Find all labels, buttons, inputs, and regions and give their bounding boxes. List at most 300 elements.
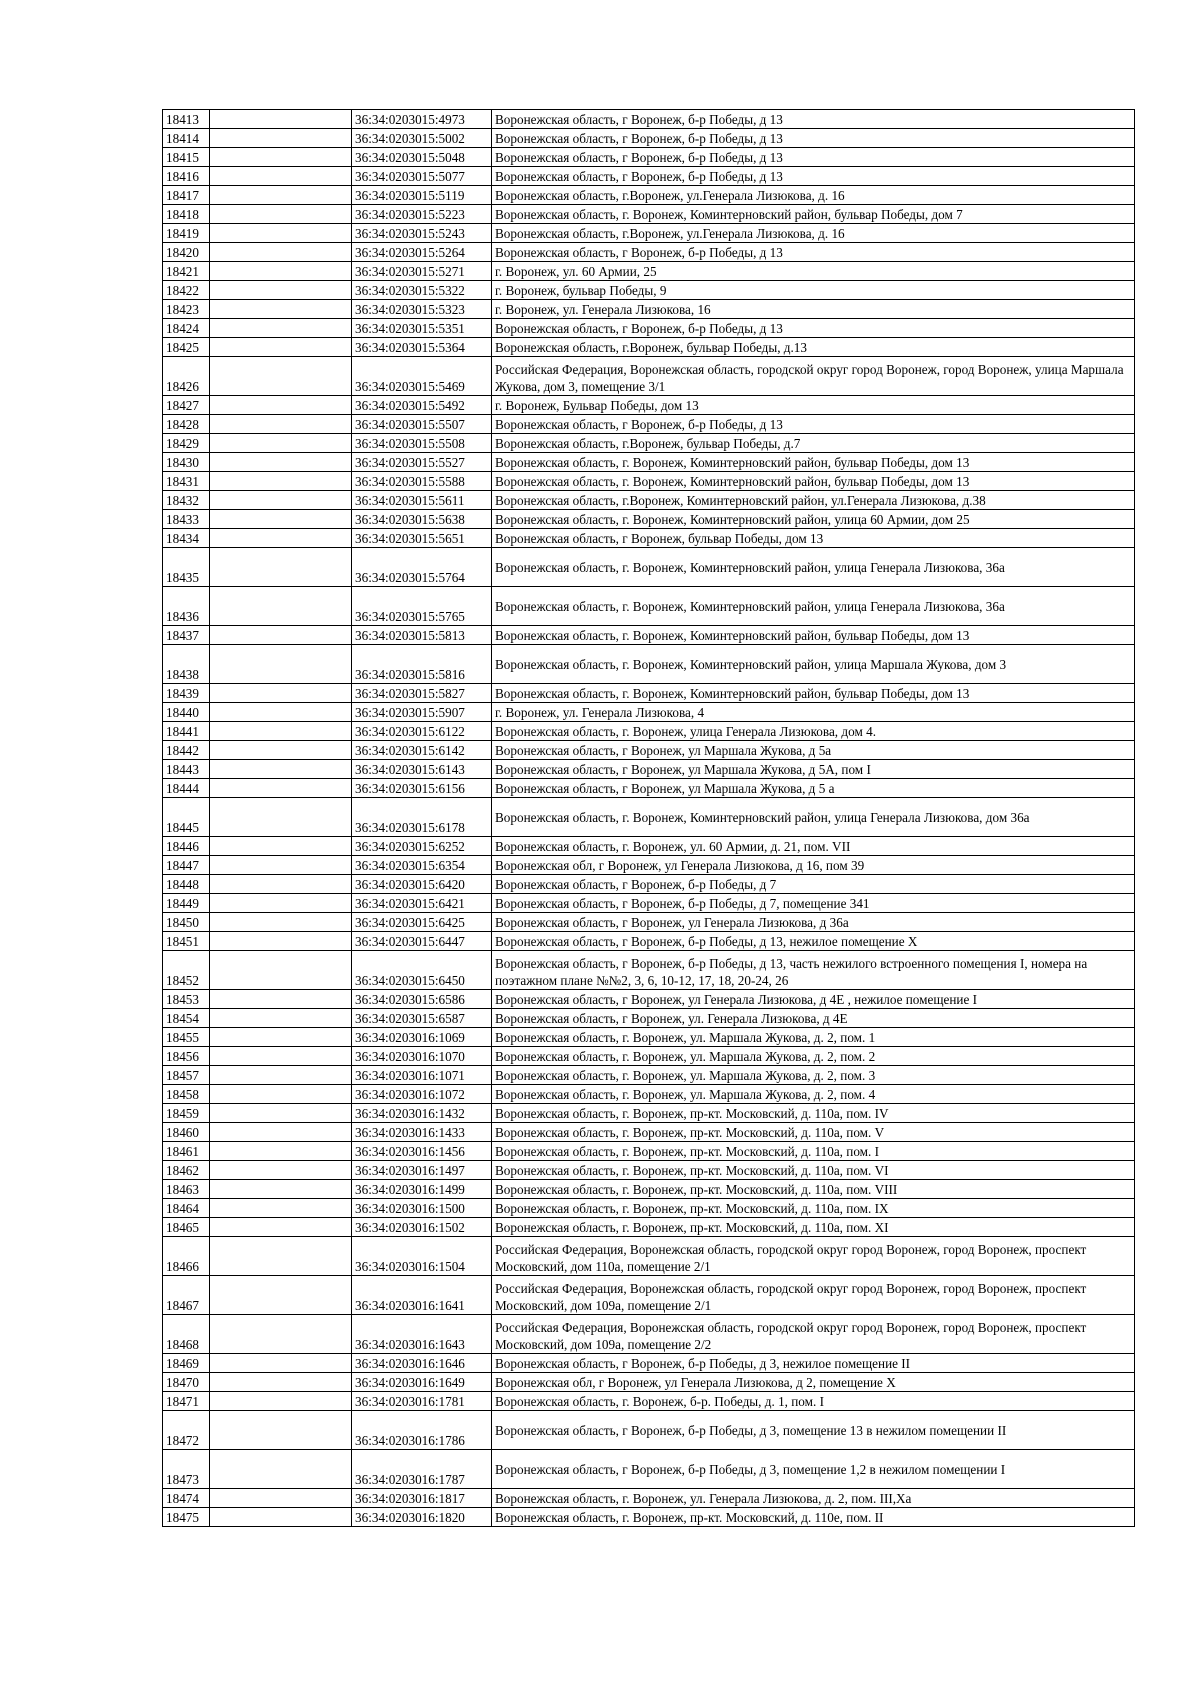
table-row (163, 645, 1135, 684)
empty-cell (210, 262, 352, 281)
address-cell: Российская Федерация, Воронежская область, городской округ город Воронеж, город Воронеж, проспект Московский, дом 109а, помещение 2/1 (492, 1276, 1135, 1315)
cadastral-number-cell: 36:34:0203016:1502 (352, 1218, 492, 1237)
address-cell: Воронежская область, г.Воронеж, бульвар Победы, д.7 (492, 434, 1135, 453)
address-cell: Воронежская область, г. Воронеж, пр-кт. Московский, д. 110а, пом. V (492, 1123, 1135, 1142)
address-cell: Воронежская область, г Воронеж, б-р Победы, д 7, помещение 341 (492, 894, 1135, 913)
cadastral-number-cell: 36:34:0203015:5264 (352, 243, 492, 262)
table-row (163, 548, 1135, 587)
table-row (163, 1373, 1135, 1392)
table-row (163, 587, 1135, 626)
table-row (163, 1009, 1135, 1028)
cadastral-number-cell: 36:34:0203015:5119 (352, 186, 492, 205)
empty-cell (210, 779, 352, 798)
row-number-cell: 18419 (163, 224, 210, 243)
address-cell: Воронежская область, г Воронеж, б-р Победы, д 3, помещение 13 в нежилом помещении II (492, 1411, 1135, 1450)
row-number-cell: 18427 (163, 396, 210, 415)
row-number-cell: 18467 (163, 1276, 210, 1315)
cadastral-number-cell: 36:34:0203015:5508 (352, 434, 492, 453)
empty-cell (210, 1392, 352, 1411)
row-number-cell: 18441 (163, 722, 210, 741)
empty-cell (210, 1180, 352, 1199)
table-row (163, 434, 1135, 453)
address-cell: Воронежская область, г. Воронеж, Коминтерновский район, улица Генерала Лизюкова, 36а (492, 587, 1135, 626)
empty-cell (210, 932, 352, 951)
table-row (163, 300, 1135, 319)
table-row (163, 722, 1135, 741)
empty-cell (210, 1009, 352, 1028)
table-row (163, 1508, 1135, 1527)
table-row (163, 741, 1135, 760)
table-row (163, 529, 1135, 548)
row-number-cell: 18462 (163, 1161, 210, 1180)
empty-cell (210, 510, 352, 529)
address-cell: Российская Федерация, Воронежская область, городской округ город Воронеж, город Воронеж, проспект Московский, дом 109а, помещение 2/2 (492, 1315, 1135, 1354)
table-row (163, 1392, 1135, 1411)
empty-cell (210, 1199, 352, 1218)
address-cell: г. Воронеж, ул. Генерала Лизюкова, 4 (492, 703, 1135, 722)
address-cell: Воронежская область, г. Воронеж, Коминтерновский район, бульвар Победы, дом 7 (492, 205, 1135, 224)
empty-cell (210, 1142, 352, 1161)
address-cell: Воронежская область, г. Воронеж, Коминтерновский район, улица Маршала Жукова, дом 3 (492, 645, 1135, 684)
cadastral-number-cell: 36:34:0203015:5243 (352, 224, 492, 243)
table-row (163, 243, 1135, 262)
table-row (163, 205, 1135, 224)
table-row (163, 148, 1135, 167)
empty-cell (210, 1508, 352, 1527)
cadastral-number-cell: 36:34:0203015:6156 (352, 779, 492, 798)
cadastral-number-cell: 36:34:0203016:1786 (352, 1411, 492, 1450)
row-number-cell: 18425 (163, 338, 210, 357)
row-number-cell: 18442 (163, 741, 210, 760)
address-cell: Воронежская область, г Воронеж, б-р Победы, д 13, нежилое помещение X (492, 932, 1135, 951)
empty-cell (210, 224, 352, 243)
empty-cell (210, 1489, 352, 1508)
empty-cell (210, 684, 352, 703)
cadastral-number-cell: 36:34:0203015:5651 (352, 529, 492, 548)
document-page (162, 109, 1134, 1527)
empty-cell (210, 875, 352, 894)
cadastral-number-cell: 36:34:0203015:4973 (352, 110, 492, 129)
address-cell: Воронежская область, г. Воронеж, Коминтерновский район, бульвар Победы, дом 13 (492, 472, 1135, 491)
cadastral-number-cell: 36:34:0203015:5077 (352, 167, 492, 186)
cadastral-number-cell: 36:34:0203015:5527 (352, 453, 492, 472)
row-number-cell: 18439 (163, 684, 210, 703)
row-number-cell: 18475 (163, 1508, 210, 1527)
table-row (163, 491, 1135, 510)
cadastral-number-cell: 36:34:0203015:5364 (352, 338, 492, 357)
empty-cell (210, 529, 352, 548)
cadastral-number-cell: 36:34:0203015:6587 (352, 1009, 492, 1028)
table-row (163, 703, 1135, 722)
table-row (163, 1047, 1135, 1066)
row-number-cell: 18437 (163, 626, 210, 645)
cadastral-number-cell: 36:34:0203015:5765 (352, 587, 492, 626)
address-cell: Воронежская область, г.Воронеж, ул.Генерала Лизюкова, д. 16 (492, 224, 1135, 243)
cadastral-number-cell: 36:34:0203015:6425 (352, 913, 492, 932)
table-row (163, 1104, 1135, 1123)
empty-cell (210, 434, 352, 453)
empty-cell (210, 837, 352, 856)
address-cell: Воронежская область, г. Воронеж, пр-кт. Московский, д. 110а, пом. VIII (492, 1180, 1135, 1199)
row-number-cell: 18471 (163, 1392, 210, 1411)
table-row (163, 875, 1135, 894)
cadastral-number-cell: 36:34:0203016:1072 (352, 1085, 492, 1104)
cadastral-number-cell: 36:34:0203016:1069 (352, 1028, 492, 1047)
row-number-cell: 18438 (163, 645, 210, 684)
row-number-cell: 18422 (163, 281, 210, 300)
table-row (163, 129, 1135, 148)
row-number-cell: 18446 (163, 837, 210, 856)
address-cell: Воронежская область, г Воронеж, б-р Победы, д 13 (492, 167, 1135, 186)
table-row (163, 186, 1135, 205)
cadastral-number-cell: 36:34:0203015:5351 (352, 319, 492, 338)
address-cell: г. Воронеж, бульвар Победы, 9 (492, 281, 1135, 300)
address-cell: Воронежская область, г Воронеж, ул Генерала Лизюкова, д 36а (492, 913, 1135, 932)
cadastral-number-cell: 36:34:0203016:1820 (352, 1508, 492, 1527)
cadastral-number-cell: 36:34:0203016:1432 (352, 1104, 492, 1123)
row-number-cell: 18449 (163, 894, 210, 913)
table-row (163, 798, 1135, 837)
address-cell: Воронежская область, г Воронеж, б-р Победы, д 13 (492, 148, 1135, 167)
empty-cell (210, 741, 352, 760)
row-number-cell: 18464 (163, 1199, 210, 1218)
row-number-cell: 18473 (163, 1450, 210, 1489)
row-number-cell: 18469 (163, 1354, 210, 1373)
cadastral-number-cell: 36:34:0203016:1781 (352, 1392, 492, 1411)
empty-cell (210, 626, 352, 645)
empty-cell (210, 951, 352, 990)
cadastral-number-cell: 36:34:0203015:5469 (352, 357, 492, 396)
row-number-cell: 18428 (163, 415, 210, 434)
empty-cell (210, 1354, 352, 1373)
cadastral-number-cell: 36:34:0203016:1499 (352, 1180, 492, 1199)
cadastral-number-cell: 36:34:0203015:5764 (352, 548, 492, 587)
row-number-cell: 18414 (163, 129, 210, 148)
address-cell: Воронежская область, г Воронеж, б-р Победы, д 3, помещение 1,2 в нежилом помещении I (492, 1450, 1135, 1489)
row-number-cell: 18423 (163, 300, 210, 319)
row-number-cell: 18451 (163, 932, 210, 951)
empty-cell (210, 396, 352, 415)
cadastral-number-cell: 36:34:0203016:1649 (352, 1373, 492, 1392)
empty-cell (210, 587, 352, 626)
table-row (163, 281, 1135, 300)
table-row (163, 1180, 1135, 1199)
cadastral-number-cell: 36:34:0203016:1071 (352, 1066, 492, 1085)
cadastral-number-cell: 36:34:0203016:1070 (352, 1047, 492, 1066)
empty-cell (210, 110, 352, 129)
empty-cell (210, 1104, 352, 1123)
cadastral-number-cell: 36:34:0203015:5002 (352, 129, 492, 148)
cadastral-number-cell: 36:34:0203016:1504 (352, 1237, 492, 1276)
table-row (163, 1489, 1135, 1508)
registry-table (162, 109, 1135, 1527)
table-row (163, 913, 1135, 932)
cadastral-number-cell: 36:34:0203016:1646 (352, 1354, 492, 1373)
row-number-cell: 18470 (163, 1373, 210, 1392)
cadastral-number-cell: 36:34:0203015:6354 (352, 856, 492, 875)
row-number-cell: 18417 (163, 186, 210, 205)
table-row (163, 472, 1135, 491)
table-row (163, 1276, 1135, 1315)
address-cell: Воронежская область, г. Воронеж, Коминтерновский район, бульвар Победы, дом 13 (492, 684, 1135, 703)
address-cell: Воронежская область, г. Воронеж, б-р. Победы, д. 1, пом. I (492, 1392, 1135, 1411)
table-row (163, 1123, 1135, 1142)
address-cell: Воронежская область, г. Воронеж, ул. Маршала Жукова, д. 2, пом. 2 (492, 1047, 1135, 1066)
cadastral-number-cell: 36:34:0203015:6252 (352, 837, 492, 856)
table-row (163, 1218, 1135, 1237)
row-number-cell: 18435 (163, 548, 210, 587)
empty-cell (210, 319, 352, 338)
address-cell: г. Воронеж, Бульвар Победы, дом 13 (492, 396, 1135, 415)
empty-cell (210, 148, 352, 167)
address-cell: Воронежская область, г Воронеж, б-р Победы, д 3, нежилое помещение II (492, 1354, 1135, 1373)
empty-cell (210, 1315, 352, 1354)
address-cell: Российская Федерация, Воронежская область, городской округ город Воронеж, город Воронеж, проспект Московский, дом 110а, помещение 2/1 (492, 1237, 1135, 1276)
empty-cell (210, 281, 352, 300)
table-row (163, 894, 1135, 913)
row-number-cell: 18415 (163, 148, 210, 167)
cadastral-number-cell: 36:34:0203016:1641 (352, 1276, 492, 1315)
empty-cell (210, 1276, 352, 1315)
empty-cell (210, 186, 352, 205)
address-cell: Воронежская область, г Воронеж, ул Маршала Жукова, д 5 а (492, 779, 1135, 798)
empty-cell (210, 1450, 352, 1489)
address-cell: Воронежская область, г. Воронеж, ул. 60 Армии, д. 21, пом. VII (492, 837, 1135, 856)
row-number-cell: 18444 (163, 779, 210, 798)
empty-cell (210, 1123, 352, 1142)
table-row (163, 319, 1135, 338)
table-row (163, 510, 1135, 529)
table-row (163, 1028, 1135, 1047)
cadastral-number-cell: 36:34:0203015:5507 (352, 415, 492, 434)
row-number-cell: 18447 (163, 856, 210, 875)
address-cell: Воронежская область, г Воронеж, б-р Победы, д 13 (492, 415, 1135, 434)
empty-cell (210, 300, 352, 319)
empty-cell (210, 1411, 352, 1450)
row-number-cell: 18458 (163, 1085, 210, 1104)
table-row (163, 262, 1135, 281)
empty-cell (210, 856, 352, 875)
table-row (163, 760, 1135, 779)
cadastral-number-cell: 36:34:0203015:5322 (352, 281, 492, 300)
table-row (163, 396, 1135, 415)
address-cell: Воронежская область, г. Воронеж, пр-кт. Московский, д. 110а, пом. IX (492, 1199, 1135, 1218)
address-cell: Воронежская область, г. Воронеж, Коминтерновский район, улица 60 Армии, дом 25 (492, 510, 1135, 529)
cadastral-number-cell: 36:34:0203016:1456 (352, 1142, 492, 1161)
row-number-cell: 18460 (163, 1123, 210, 1142)
table-row (163, 1161, 1135, 1180)
table-row (163, 357, 1135, 396)
table-row (163, 167, 1135, 186)
row-number-cell: 18453 (163, 990, 210, 1009)
table-row (163, 1199, 1135, 1218)
table-row (163, 1315, 1135, 1354)
row-number-cell: 18413 (163, 110, 210, 129)
empty-cell (210, 1047, 352, 1066)
row-number-cell: 18455 (163, 1028, 210, 1047)
table-row (163, 224, 1135, 243)
cadastral-number-cell: 36:34:0203015:6421 (352, 894, 492, 913)
address-cell: г. Воронеж, ул. 60 Армии, 25 (492, 262, 1135, 281)
table-row (163, 415, 1135, 434)
empty-cell (210, 1085, 352, 1104)
cadastral-number-cell: 36:34:0203015:5492 (352, 396, 492, 415)
row-number-cell: 18468 (163, 1315, 210, 1354)
address-cell: Воронежская область, г Воронеж, б-р Победы, д 13 (492, 243, 1135, 262)
row-number-cell: 18436 (163, 587, 210, 626)
row-number-cell: 18450 (163, 913, 210, 932)
empty-cell (210, 491, 352, 510)
address-cell: Воронежская область, г. Воронеж, ул. Маршала Жукова, д. 2, пом. 1 (492, 1028, 1135, 1047)
address-cell: Воронежская область, г. Воронеж, пр-кт. Московский, д. 110е, пом. II (492, 1508, 1135, 1527)
cadastral-number-cell: 36:34:0203015:5271 (352, 262, 492, 281)
row-number-cell: 18426 (163, 357, 210, 396)
address-cell: Воронежская область, г Воронеж, б-р Победы, д 13 (492, 319, 1135, 338)
cadastral-number-cell: 36:34:0203016:1787 (352, 1450, 492, 1489)
table-row (163, 856, 1135, 875)
table-row (163, 1237, 1135, 1276)
empty-cell (210, 760, 352, 779)
address-cell: Воронежская область, г. Воронеж, Коминтерновский район, улица Генерала Лизюкова, 36а (492, 548, 1135, 587)
table-row (163, 626, 1135, 645)
cadastral-number-cell: 36:34:0203016:1643 (352, 1315, 492, 1354)
address-cell: Воронежская область, г. Воронеж, Коминтерновский район, улица Генерала Лизюкова, дом 36а (492, 798, 1135, 837)
empty-cell (210, 472, 352, 491)
address-cell: Воронежская область, г.Воронеж, Коминтерновский район, ул.Генерала Лизюкова, д.38 (492, 491, 1135, 510)
row-number-cell: 18430 (163, 453, 210, 472)
address-cell: Воронежская область, г Воронеж, б-р Победы, д 13, часть нежилого встроенного помещения I, номера на поэтажном плане №№2, 3, 6, 10-12, 17, 18, 20-24, 26 (492, 951, 1135, 990)
address-cell: Воронежская область, г Воронеж, ул. Генерала Лизюкова, д 4Е (492, 1009, 1135, 1028)
row-number-cell: 18418 (163, 205, 210, 224)
address-cell: Воронежская область, г. Воронеж, улица Генерала Лизюкова, дом 4. (492, 722, 1135, 741)
cadastral-number-cell: 36:34:0203016:1500 (352, 1199, 492, 1218)
address-cell: Воронежская область, г. Воронеж, ул. Генерала Лизюкова, д. 2, пом. III,Xа (492, 1489, 1135, 1508)
empty-cell (210, 1028, 352, 1047)
row-number-cell: 18433 (163, 510, 210, 529)
address-cell: Воронежская область, г Воронеж, б-р Победы, д 13 (492, 110, 1135, 129)
cadastral-number-cell: 36:34:0203015:5223 (352, 205, 492, 224)
cadastral-number-cell: 36:34:0203015:5323 (352, 300, 492, 319)
address-cell: Воронежская область, г. Воронеж, ул. Маршала Жукова, д. 2, пом. 4 (492, 1085, 1135, 1104)
address-cell: Воронежская область, г Воронеж, б-р Победы, д 13 (492, 129, 1135, 148)
cadastral-number-cell: 36:34:0203015:6450 (352, 951, 492, 990)
address-cell: Воронежская область, г. Воронеж, пр-кт. Московский, д. 110а, пом. I (492, 1142, 1135, 1161)
row-number-cell: 18452 (163, 951, 210, 990)
empty-cell (210, 205, 352, 224)
address-cell: Воронежская область, г.Воронеж, ул.Генерала Лизюкова, д. 16 (492, 186, 1135, 205)
empty-cell (210, 722, 352, 741)
empty-cell (210, 703, 352, 722)
empty-cell (210, 798, 352, 837)
address-cell: Воронежская обл, г Воронеж, ул Генерала Лизюкова, д 16, пом 39 (492, 856, 1135, 875)
row-number-cell: 18466 (163, 1237, 210, 1276)
empty-cell (210, 129, 352, 148)
cadastral-number-cell: 36:34:0203015:6142 (352, 741, 492, 760)
row-number-cell: 18443 (163, 760, 210, 779)
row-number-cell: 18429 (163, 434, 210, 453)
empty-cell (210, 1373, 352, 1392)
cadastral-number-cell: 36:34:0203016:1817 (352, 1489, 492, 1508)
cadastral-number-cell: 36:34:0203015:5048 (352, 148, 492, 167)
address-cell: Воронежская область, г. Воронеж, ул. Маршала Жукова, д. 2, пом. 3 (492, 1066, 1135, 1085)
empty-cell (210, 913, 352, 932)
row-number-cell: 18432 (163, 491, 210, 510)
table-row (163, 1085, 1135, 1104)
cadastral-number-cell: 36:34:0203016:1433 (352, 1123, 492, 1142)
table-row (163, 1066, 1135, 1085)
table-row (163, 837, 1135, 856)
empty-cell (210, 1161, 352, 1180)
empty-cell (210, 415, 352, 434)
table-row (163, 1142, 1135, 1161)
cadastral-number-cell: 36:34:0203015:6586 (352, 990, 492, 1009)
address-cell: Воронежская область, г. Воронеж, пр-кт. Московский, д. 110а, пом. XI (492, 1218, 1135, 1237)
empty-cell (210, 894, 352, 913)
row-number-cell: 18459 (163, 1104, 210, 1123)
cadastral-number-cell: 36:34:0203015:6420 (352, 875, 492, 894)
table-row (163, 110, 1135, 129)
address-cell: Российская Федерация, Воронежская область, городской округ город Воронеж, город Воронеж, улица Маршала Жукова, дом 3, помещение 3/1 (492, 357, 1135, 396)
cadastral-number-cell: 36:34:0203015:5813 (352, 626, 492, 645)
address-cell: Воронежская область, г Воронеж, ул Маршала Жукова, д 5а (492, 741, 1135, 760)
address-cell: г. Воронеж, ул. Генерала Лизюкова, 16 (492, 300, 1135, 319)
table-row (163, 1411, 1135, 1450)
empty-cell (210, 645, 352, 684)
table-row (163, 338, 1135, 357)
empty-cell (210, 1218, 352, 1237)
empty-cell (210, 167, 352, 186)
empty-cell (210, 548, 352, 587)
address-cell: Воронежская область, г. Воронеж, Коминтерновский район, бульвар Победы, дом 13 (492, 626, 1135, 645)
cadastral-number-cell: 36:34:0203015:5816 (352, 645, 492, 684)
table-row (163, 1354, 1135, 1373)
row-number-cell: 18463 (163, 1180, 210, 1199)
address-cell: Воронежская область, г. Воронеж, пр-кт. Московский, д. 110а, пом. VI (492, 1161, 1135, 1180)
table-row (163, 453, 1135, 472)
table-row (163, 932, 1135, 951)
row-number-cell: 18421 (163, 262, 210, 281)
address-cell: Воронежская область, г. Воронеж, пр-кт. Московский, д. 110а, пом. IV (492, 1104, 1135, 1123)
empty-cell (210, 338, 352, 357)
address-cell: Воронежская область, г Воронеж, ул Маршала Жукова, д 5А, пом I (492, 760, 1135, 779)
registry-table-body (163, 110, 1135, 1527)
address-cell: Воронежская область, г Воронеж, ул Генерала Лизюкова, д 4Е , нежилое помещение I (492, 990, 1135, 1009)
row-number-cell: 18457 (163, 1066, 210, 1085)
address-cell: Воронежская область, г Воронеж, б-р Победы, д 7 (492, 875, 1135, 894)
row-number-cell: 18424 (163, 319, 210, 338)
empty-cell (210, 1066, 352, 1085)
row-number-cell: 18448 (163, 875, 210, 894)
row-number-cell: 18454 (163, 1009, 210, 1028)
empty-cell (210, 990, 352, 1009)
address-cell: Воронежская область, г.Воронеж, бульвар Победы, д.13 (492, 338, 1135, 357)
cadastral-number-cell: 36:34:0203016:1497 (352, 1161, 492, 1180)
row-number-cell: 18434 (163, 529, 210, 548)
row-number-cell: 18416 (163, 167, 210, 186)
row-number-cell: 18431 (163, 472, 210, 491)
cadastral-number-cell: 36:34:0203015:5638 (352, 510, 492, 529)
cadastral-number-cell: 36:34:0203015:5588 (352, 472, 492, 491)
row-number-cell: 18472 (163, 1411, 210, 1450)
address-cell: Воронежская обл, г Воронеж, ул Генерала Лизюкова, д 2, помещение X (492, 1373, 1135, 1392)
table-row (163, 1450, 1135, 1489)
row-number-cell: 18461 (163, 1142, 210, 1161)
empty-cell (210, 453, 352, 472)
cadastral-number-cell: 36:34:0203015:6122 (352, 722, 492, 741)
row-number-cell: 18474 (163, 1489, 210, 1508)
address-cell: Воронежская область, г. Воронеж, Коминтерновский район, бульвар Победы, дом 13 (492, 453, 1135, 472)
table-row (163, 684, 1135, 703)
